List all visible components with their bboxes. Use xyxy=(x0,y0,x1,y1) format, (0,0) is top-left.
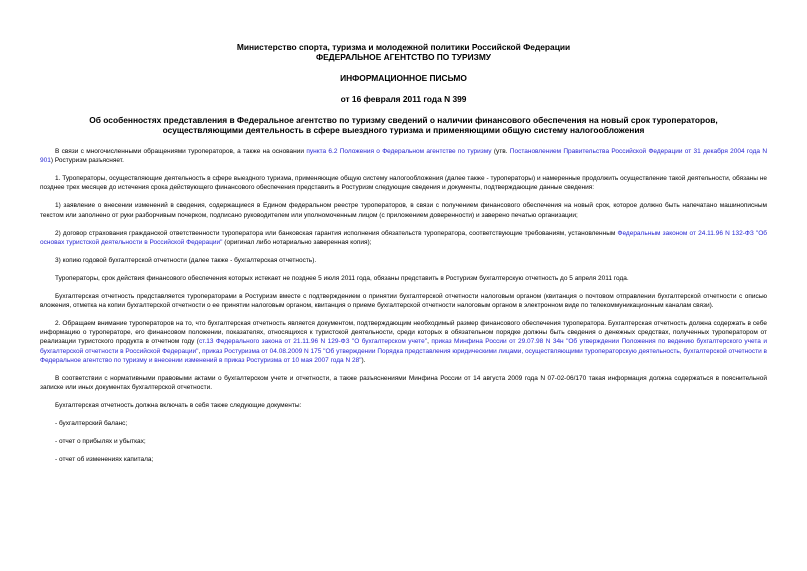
document-type: ИНФОРМАЦИОННОЕ ПИСЬМО xyxy=(340,73,467,83)
list-item-balance: - бухгалтерский баланс; xyxy=(55,420,128,428)
paragraph-minfin: В соответствии с нормативными правовыми актами о бухгалтерском учете и отчетности, а также разъяснениями Минфина России от 14 августа 2009 года N 07-02-06/170 такая информация должна содержаться в пояснительной записке или иных документах бухгалтерской отчетности. xyxy=(40,374,767,392)
document-title-line2: осуществляющими деятельность в сфере выездного туризма и применяющими общую систему налогообложения xyxy=(162,125,645,135)
paragraph-item-3: 3) копию годовой бухгалтерской отчетности (далее также - бухгалтерская отчетность). xyxy=(55,256,317,264)
agency-name: ФЕДЕРАЛЬНОЕ АГЕНТСТВО ПО ТУРИЗМУ xyxy=(315,52,492,62)
ministry-name: Министерство спорта, туризма и молодежной политики Российской Федерации xyxy=(236,42,571,52)
link-postanovlenie-901[interactable]: Постановлением Правительства Российской Федерации от 31 декабря 2004 года N 901 xyxy=(40,148,768,165)
paragraph-deadline: Туроператоры, срок действия финансового обеспечения которых истекает не позднее 5 июля 2011 года, обязаны представить в Ростуризм бухгалтерскую отчетность до 5 апреля 2011 года. xyxy=(55,274,629,282)
text: (оригинал либо нотариально заверенная копия); xyxy=(222,238,372,246)
paragraph-reporting: Бухгалтерская отчетность представляется туроператорами в Ростуризм вместе с подтверждением о принятии бухгалтерской отчетности налоговым органом (квитанция о почтовом отправлении бухгалтерской отчетности с описью вложения, отметка на копии бухгалтерской отчетности о ее принятии налоговым органом, квитанция о приеме бухгалтерской отчетности налоговым органом в электронном виде по телекоммуникационным каналам связи). xyxy=(40,292,767,310)
text: ). xyxy=(361,356,366,364)
document-date: от 16 февраля 2011 года N 399 xyxy=(340,94,467,104)
paragraph-item-1: 1) заявление о внесении изменений в сведения, содержащиеся в Едином федеральном реестре туроператоров, в связи с получением финансового обеспечения на новый срок, которое должно быть напечатано машинописным текстом или заполнено от руки разборчивым почерком, подписано руководителем или уполномоченным лицом (с приложением доверенности) и заверено печатью организации; xyxy=(40,202,767,219)
document-title-line1: Об особенностях представления в Федеральное агентство по туризму сведений о наличии финансового обеспечения на новый срок туроператоров, xyxy=(89,115,718,125)
paragraph-1: 1. Туроператоры, осуществляющие деятельность в сфере выездного туризма, применяющие общую систему налогообложения (далее также - туроператоры) и намеренные продолжить осуществление такой деятельности, обязаны не позднее трех месяцев до истечения срока действующего финансового обеспечения представить в Ростуризм следующие сведения и документы, подтверждающие данные сведения: xyxy=(40,175,767,192)
link-law-129[interactable]: ст.13 Федерального закона от 21.11.96 N 129-ФЗ "О бухгалтерском учете" xyxy=(198,338,428,346)
link-rosturizm-175[interactable]: приказ Ростуризма от 04.08.2009 N 175 "Об утверждении Порядка представления юридическими лицами, осуществляющими туроператорскую деятельность, бухгалтерской отчетности в Федеральное агентство по туризму и внесении изменений в приказ Ростуризма от 10 мая 2007 года N 28" xyxy=(40,347,767,364)
paragraph-2 xyxy=(40,319,767,365)
text: , xyxy=(427,338,432,346)
list-item-profit-loss: - отчет о прибылях и убытках; xyxy=(55,438,146,446)
text: , xyxy=(198,347,203,355)
link-polozhenie-6-2[interactable]: пункта 6.2 Положения о Федеральном агентстве по туризму xyxy=(306,148,492,155)
list-item-capital: - отчет об изменениях капитала; xyxy=(55,456,154,464)
link-minfin-34n[interactable]: приказ Минфина России от 29.07.98 N 34н "Об утверждении Положения по ведению бухгалтерского учета и бухгалтерской отчетности в Российской Федерации" xyxy=(40,338,767,355)
paragraph-item-2 xyxy=(40,229,767,247)
paragraph-intro xyxy=(40,147,767,165)
paragraph-docs-list: Бухгалтерская отчетность должна включать в себя также следующие документы: xyxy=(55,402,302,410)
text: 2) договор страхования гражданской ответственности туроператора или банковская гарантия исполнения обязательств туроператора, соответствующие требованиям, установленным xyxy=(55,229,618,237)
text: 2. Обращаем внимание туроператоров на то, что бухгалтерская отчетность является документом, подтверждающим необходимый размер финансового обеспечения туроператора. Бухгалтерская отчетность должна содержать в себе информацию о туроператоре, его финансовом положении, показателях, относящихся к туристской деятельности, среди которых в обязательном порядке должны быть сведения о денежных средствах, полученных туроператором от реализации туристского продукта в отчетном году ( xyxy=(40,320,767,346)
text: В связи с многочисленными обращениями туроператоров, а также на основании xyxy=(55,148,307,155)
link-federal-law-132[interactable]: Федеральным законом от 24.11.96 N 132-ФЗ "Об основах туристской деятельности в Российской Федерации" xyxy=(40,229,767,246)
text: ) Ростуризм разъясняет. xyxy=(50,157,124,165)
text: (утв. xyxy=(491,148,510,155)
